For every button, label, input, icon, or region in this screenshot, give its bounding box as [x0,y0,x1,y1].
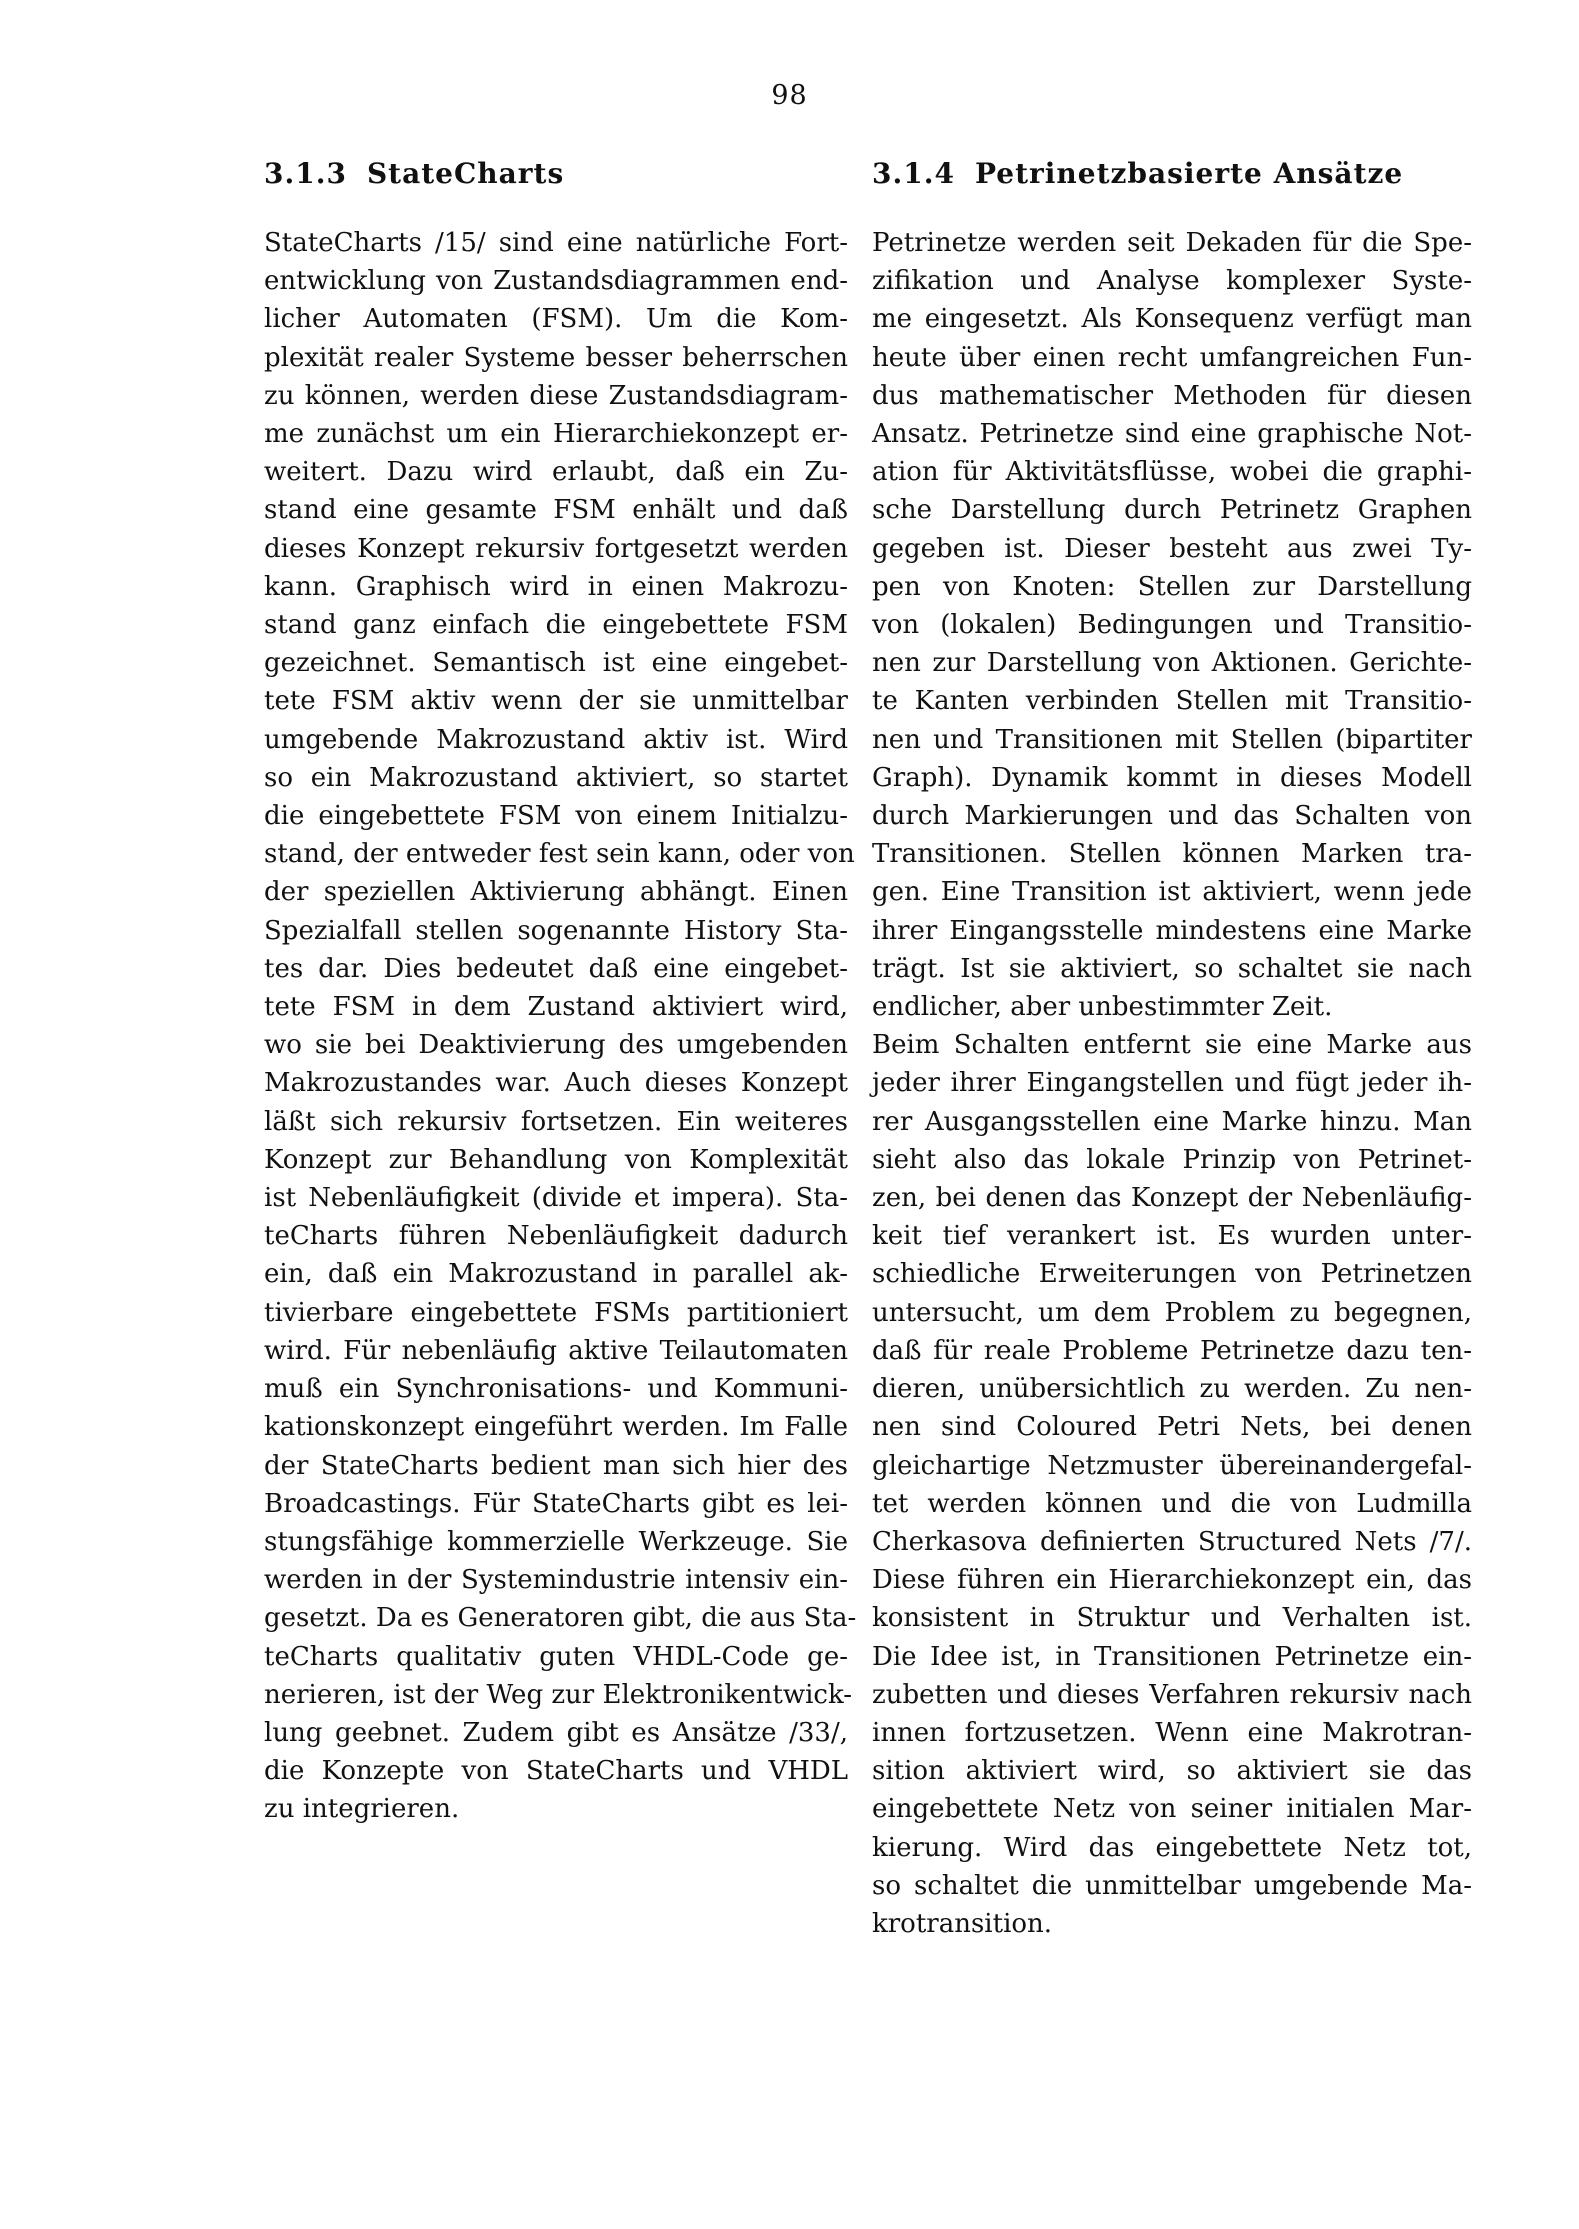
text-line: wo sie bei Deaktivierung des umgebenden [264,1030,848,1061]
text-line: zen, bei denen das Konzept der Nebenläufig- [872,1183,1472,1214]
text-line: nen sind Coloured Petri Nets, bei denen [872,1412,1472,1443]
section-title: StateCharts [366,157,565,190]
text-line: die eingebettete FSM von einem Initialzu- [264,801,848,832]
text-line: dieren, unübersichtlich zu werden. Zu nen- [872,1374,1472,1405]
text-line: untersucht, um dem Problem zu begegnen, [872,1297,1472,1328]
text-line: zu können, werden diese Zustandsdiagram- [264,380,848,411]
text-line: zifikation und Analyse komplexer Syste- [872,266,1472,297]
text-line: Diese führen ein Hierarchiekonzept ein, das [872,1565,1472,1596]
text-line: umgebende Makrozustand aktiv ist. Wird [264,724,848,755]
text-line: tet werden können und die von Ludmilla [872,1488,1472,1519]
section-number: 3.1.3 [264,157,347,190]
text-line: pen von Knoten: Stellen zur Darstellung [872,571,1472,602]
text-line: muß ein Synchronisations- und Kommuni- [264,1374,848,1405]
text-line: StateCharts /15/ sind eine natürliche Fort- [264,228,848,258]
text-line: von (lokalen) Bedingungen und Transitio- [872,610,1472,641]
text-line: keit tief verankert ist. Es wurden unter- [872,1221,1472,1252]
text-line: te Kanten verbinden Stellen mit Transitio- [872,686,1472,717]
text-line: dieses Konzept rekursiv fortgesetzt werden [264,533,848,564]
section-title: Petrinetzbasierte Ansätze [974,157,1404,190]
text-line: endlicher, aber unbestimmter Zeit. [872,992,1333,1023]
text-line: ation für Aktivitätsflüsse, wobei die graphi- [872,457,1472,488]
right-body-text [872,224,1472,1943]
text-line: heute über einen recht umfangreichen Fun- [872,342,1472,373]
text-line: rer Ausgangsstellen eine Marke hinzu. Man [872,1106,1472,1137]
text-line: gesetzt. Da es Generatoren gibt, die aus Sta- [264,1603,857,1634]
left-body-text [264,224,857,1829]
text-line: stungsfähige kommerzielle Werkzeuge. Sie [264,1526,848,1557]
text-line: me eingesetzt. Als Konsequenz verfügt man [872,304,1472,335]
text-line: kann. Graphisch wird in einen Makrozu- [264,571,848,602]
right-column [872,156,1472,1943]
text-line: sche Darstellung durch Petrinetz Graphen [872,495,1472,526]
text-line: Transitionen. Stellen können Marken tra- [872,839,1472,870]
text-line: innen fortzusetzen. Wenn eine Makrotran- [872,1717,1472,1748]
text-line: gen. Eine Transition ist aktiviert, wenn jede [872,877,1472,908]
text-line: ein, daß ein Makrozustand in parallel ak- [264,1259,848,1290]
text-line: stand, der entweder fest sein kann, oder von [264,839,855,870]
text-line: krotransition. [872,1908,1053,1939]
section-heading-petrinetze [872,156,1472,192]
text-line: entwicklung von Zustandsdiagrammen end- [264,266,848,297]
text-line: Petrinetze werden seit Dekaden für die Spe- [872,228,1472,258]
text-line: der speziellen Aktivierung abhängt. Einen [264,877,848,908]
text-line: plexität realer Systeme besser beherrschen [264,342,848,373]
text-line: me zunächst um ein Hierarchiekonzept er- [264,419,848,450]
text-line: der StateCharts bedient man sich hier des [264,1450,848,1481]
text-line: jeder ihrer Eingangstellen und fügt jeder ih- [872,1068,1472,1099]
text-line: kationskonzept eingeführt werden. Im Falle [264,1412,848,1443]
text-line: tete FSM in dem Zustand aktiviert wird, [264,992,848,1023]
text-line: lung geebnet. Zudem gibt es Ansätze /33/, [264,1717,848,1748]
text-line: Makrozustandes war. Auch dieses Konzept [264,1068,848,1099]
section-number: 3.1.4 [872,157,955,190]
text-line: licher Automaten (FSM). Um die Kom- [264,304,848,335]
text-line: gleichartige Netzmuster übereinandergefal- [872,1450,1472,1481]
text-line: kierung. Wird das eingebettete Netz tot, [872,1832,1472,1863]
text-line: ist Nebenläufigkeit (divide et impera). Sta- [264,1183,848,1214]
text-line: gezeichnet. Semantisch ist eine eingebet- [264,648,848,679]
text-line: teCharts führen Nebenläufigkeit dadurch [264,1221,848,1252]
text-line: durch Markierungen und das Schalten von [872,801,1472,832]
text-line: teCharts qualitativ guten VHDL-Code ge- [264,1641,848,1672]
text-line: Beim Schalten entfernt sie eine Marke aus [872,1030,1472,1061]
text-line: zu integrieren. [264,1794,460,1825]
text-line: Graph). Dynamik kommt in dieses Modell [872,762,1472,793]
text-line: gegeben ist. Dieser besteht aus zwei Ty- [872,533,1472,564]
text-line: läßt sich rekursiv fortsetzen. Ein weiteres [264,1106,848,1137]
text-line: tivierbare eingebettete FSMs partitioniert [264,1297,848,1328]
text-line: weitert. Dazu wird erlaubt, daß ein Zu- [264,457,848,488]
text-line: konsistent in Struktur und Verhalten ist. [872,1603,1472,1634]
text-line: dus mathematischer Methoden für diesen [872,380,1472,411]
text-line: Broadcastings. Für StateCharts gibt es lei- [264,1488,848,1519]
text-line: sition aktiviert wird, so aktiviert sie das [872,1756,1472,1787]
text-line: Ansatz. Petrinetze sind eine graphische Not- [872,419,1472,450]
text-line: werden in der Systemindustrie intensiv ein- [264,1565,848,1596]
text-line: nen und Transitionen mit Stellen (bipartiter [872,724,1472,755]
text-line: ihrer Eingangsstelle mindestens eine Marke [872,915,1472,946]
left-column [264,156,857,1829]
text-line: tete FSM aktiv wenn der sie unmittelbar [264,686,848,717]
text-line: Spezialfall stellen sogenannte History Sta- [264,915,848,946]
text-line: sieht also das lokale Prinzip von Petrinet- [872,1144,1472,1175]
section-heading-statecharts [264,156,848,192]
text-line: Konzept zur Behandlung von Komplexität [264,1144,848,1175]
text-line: stand eine gesamte FSM enhält und daß [264,495,848,526]
text-line: wird. Für nebenläufig aktive Teilautomaten [264,1335,848,1366]
text-line: nerieren, ist der Weg zur Elektronikentwick- [264,1679,853,1710]
text-line: schiedliche Erweiterungen von Petrinetzen [872,1259,1472,1290]
text-line: Die Idee ist, in Transitionen Petrinetze ein- [872,1641,1472,1672]
text-line: tes dar. Dies bedeutet daß eine eingebet- [264,953,848,984]
text-line: nen zur Darstellung von Aktionen. Gerichte- [872,648,1472,679]
text-line: stand ganz einfach die eingebettete FSM [264,610,848,641]
text-line: so schaltet die unmittelbar umgebende Ma- [872,1870,1472,1901]
text-line: die Konzepte von StateCharts und VHDL [264,1756,848,1787]
text-line: daß für reale Probleme Petrinetze dazu ten- [872,1335,1472,1366]
text-line: zubetten und dieses Verfahren rekursiv nach [872,1679,1472,1710]
text-line: trägt. Ist sie aktiviert, so schaltet sie nach [872,953,1472,984]
text-line: Cherkasova definierten Structured Nets /7/. [872,1526,1472,1557]
page-number: 98 [771,80,808,111]
text-line: eingebettete Netz von seiner initialen Mar- [872,1794,1472,1825]
text-line: so ein Makrozustand aktiviert, so startet [264,762,848,793]
